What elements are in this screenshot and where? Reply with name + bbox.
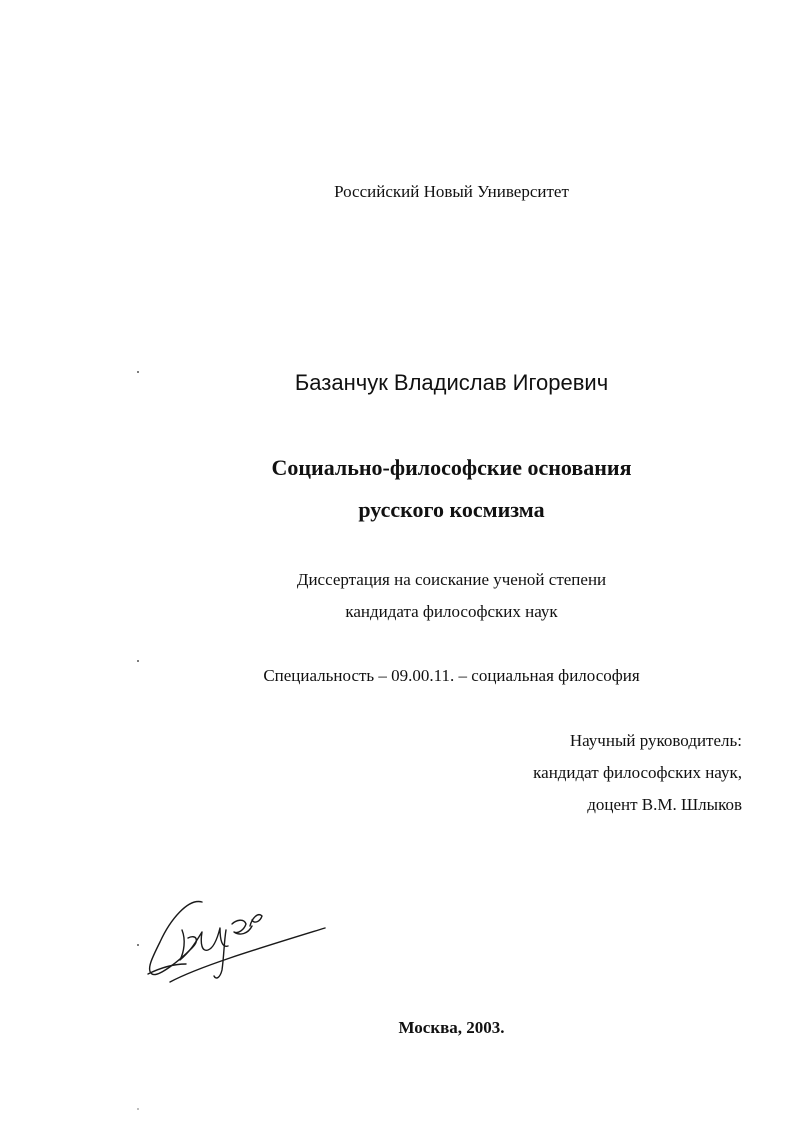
scan-speck [137,371,139,373]
university-name: Российский Новый Университет [334,182,569,201]
handwritten-signature-icon [140,890,340,990]
supervisor-degree: кандидат философских наук, [533,763,742,782]
scan-speck [137,1108,139,1110]
author-name: Базанчук Владислав Игоревич [294,370,609,395]
degree-statement-line-1: Диссертация на соискание ученой степени [296,570,607,589]
dissertation-title-line-1: Социально-философские основания [271,455,632,480]
speciality-code: Специальность – 09.00.11. – социальная философия [263,666,640,685]
dissertation-title-line-2: русского космизма [358,497,545,522]
supervisor-name: доцент В.М. Шлыков [587,795,742,814]
scan-speck [137,944,139,946]
supervisor-label: Научный руководитель: [569,731,742,750]
degree-statement-line-2: кандидата философских наук [345,602,558,621]
city-and-year: Москва, 2003. [398,1018,505,1037]
scan-speck [137,660,139,662]
